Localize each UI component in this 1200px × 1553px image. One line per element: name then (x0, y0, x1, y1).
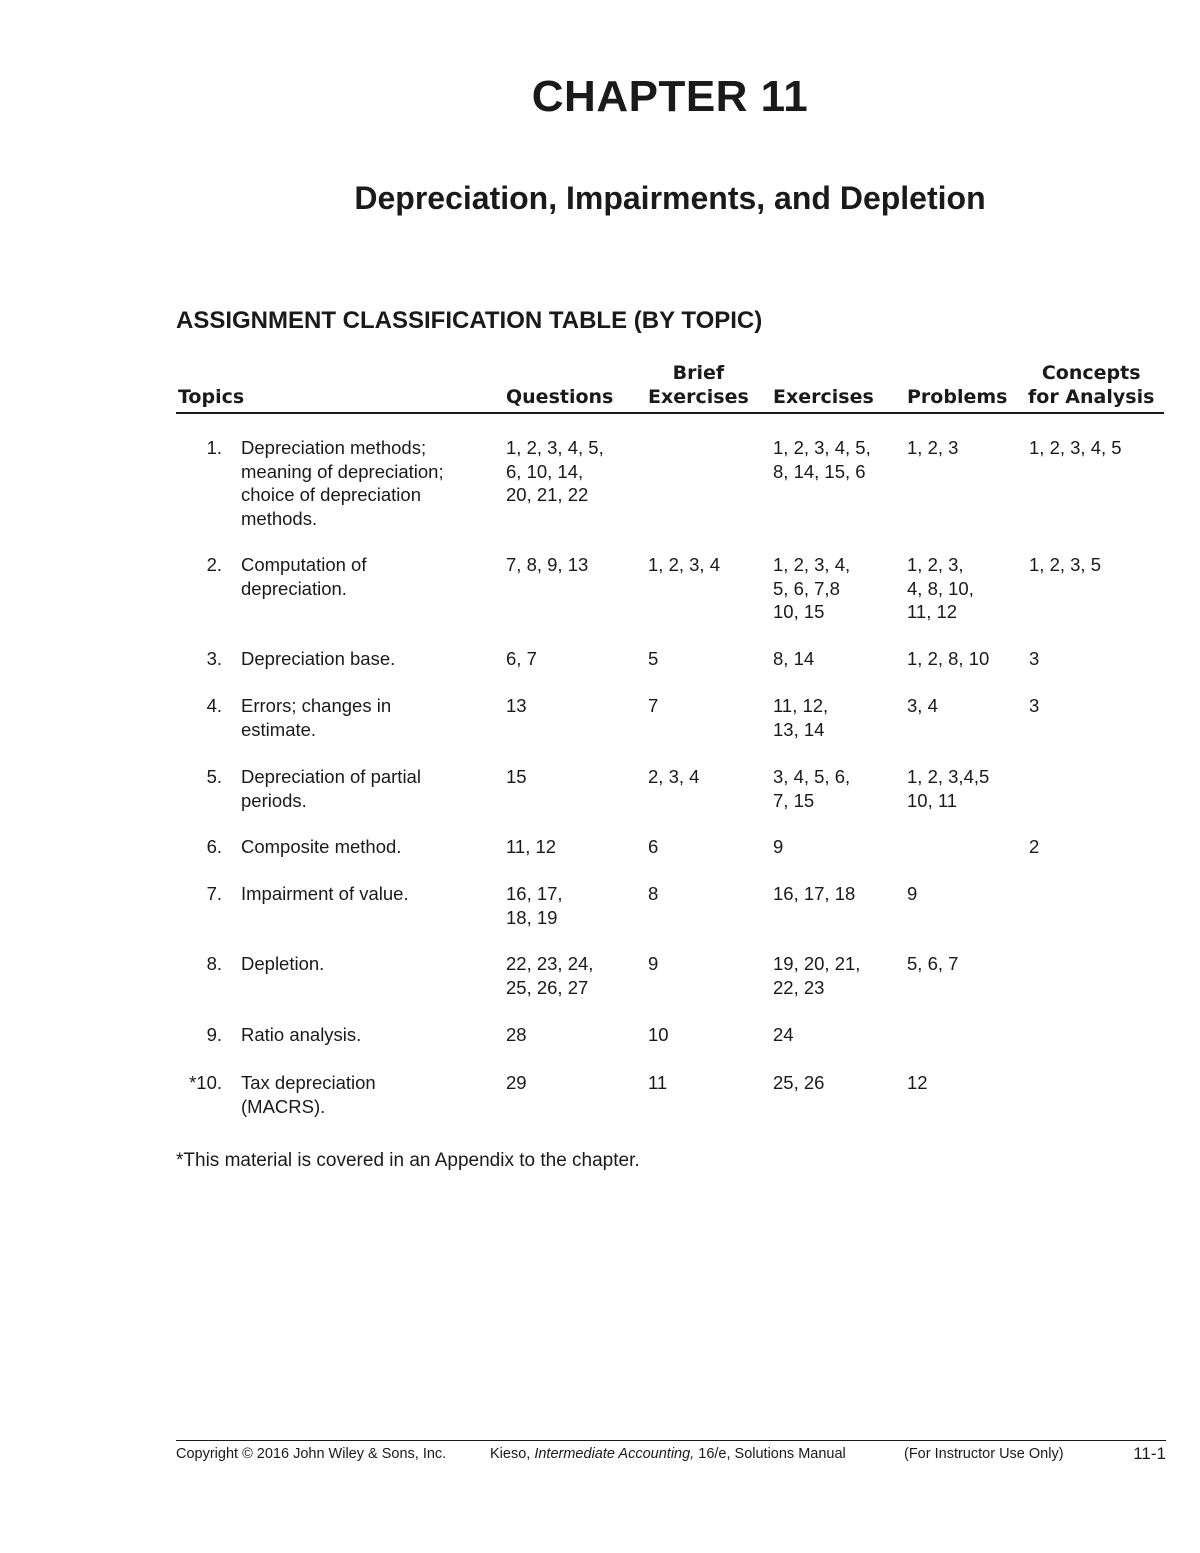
topic-cell: Errors; changes in estimate. (241, 695, 392, 740)
header-problems: Problems (907, 386, 1008, 408)
brief-exercises-cell: 1, 2, 3, 4 (648, 554, 720, 575)
brief-exercises-cell: 11 (648, 1072, 668, 1093)
exercises-cell: 1, 2, 3, 4, 5, 6, 7,8 10, 15 (773, 554, 851, 622)
footer-divider (176, 1440, 1166, 1441)
questions-cell: 15 (506, 766, 527, 787)
table-header (176, 360, 1164, 414)
problems-cell: 5, 6, 7 (907, 953, 959, 974)
questions-cell: 11, 12 (506, 836, 557, 857)
exercises-cell: 1, 2, 3, 4, 5, 8, 14, 15, 6 (773, 437, 871, 482)
header-questions: Questions (506, 386, 614, 408)
problems-cell: 1, 2, 8, 10 (907, 648, 990, 669)
row-number: 8. (206, 953, 222, 974)
row-number: 3. (206, 648, 222, 669)
questions-cell: 22, 23, 24, 25, 26, 27 (506, 953, 594, 998)
exercises-cell: 19, 20, 21, 22, 23 (773, 953, 861, 998)
topic-cell: Depreciation methods; meaning of depreciation; choice of depreciation methods. (241, 437, 444, 529)
topic-cell: Depletion. (241, 953, 325, 974)
header-topics: Topics (178, 386, 245, 408)
brief-exercises-cell: 5 (648, 648, 659, 669)
row-number: 2. (206, 554, 222, 575)
concepts-cell: 1, 2, 3, 4, 5 (1029, 437, 1122, 458)
header-concepts-for-analysis: Concepts for Analysis (1028, 362, 1155, 408)
questions-cell: 7, 8, 9, 13 (506, 554, 589, 575)
questions-cell: 13 (506, 695, 527, 716)
questions-cell: 29 (506, 1072, 527, 1093)
chapter-subtitle: Depreciation, Impairments, and Depletion (354, 180, 986, 216)
exercises-cell: 3, 4, 5, 6, 7, 15 (773, 766, 851, 811)
topic-cell: Ratio analysis. (241, 1024, 362, 1045)
footer-author: Kieso, (490, 1446, 531, 1462)
header-exercises: Exercises (773, 386, 874, 408)
footnote: *This material is covered in an Appendix to the chapter. (176, 1150, 640, 1171)
brief-exercises-cell: 8 (648, 883, 659, 904)
problems-cell: 12 (907, 1072, 928, 1093)
row-number: *10. (189, 1072, 222, 1093)
footer-copyright: Copyright © 2016 John Wiley & Sons, Inc. (176, 1446, 447, 1462)
brief-exercises-cell: 7 (648, 695, 659, 716)
topic-cell: Impairment of value. (241, 883, 409, 904)
concepts-cell: 1, 2, 3, 5 (1029, 554, 1101, 575)
assignment-classification-table (176, 360, 1164, 1117)
problems-cell: 1, 2, 3 (907, 437, 959, 458)
exercises-cell: 8, 14 (773, 648, 815, 669)
row-number: 5. (206, 766, 222, 787)
problems-cell: 1, 2, 3, 4, 8, 10, 11, 12 (907, 554, 974, 622)
row-number: 7. (206, 883, 222, 904)
questions-cell: 6, 7 (506, 648, 537, 669)
row-number: 6. (206, 836, 222, 857)
chapter-title: CHAPTER 11 (531, 72, 809, 121)
row-number: 9. (206, 1024, 222, 1045)
row-number: 1. (206, 437, 222, 458)
problems-cell: 9 (907, 883, 918, 904)
topic-cell: Tax depreciation (MACRS). (241, 1072, 376, 1117)
footer-use-note: (For Instructor Use Only) (904, 1446, 1064, 1462)
concepts-cell: 3 (1029, 648, 1040, 669)
concepts-cell: 2 (1029, 836, 1040, 857)
concepts-cell: 3 (1029, 695, 1040, 716)
brief-exercises-cell: 6 (648, 836, 659, 857)
questions-cell: 1, 2, 3, 4, 5, 6, 10, 14, 20, 21, 22 (506, 437, 604, 505)
exercises-cell: 24 (773, 1024, 794, 1045)
footer-edition: 16/e, (698, 1446, 731, 1462)
brief-exercises-cell: 2, 3, 4 (648, 766, 700, 787)
topic-cell: Computation of depreciation. (241, 554, 367, 599)
footer-book (490, 1444, 846, 1464)
header-brief-exercises: Brief Exercises (648, 362, 749, 408)
page-number: 11-1 (1133, 1444, 1166, 1463)
topic-cell: Depreciation base. (241, 648, 396, 669)
section-title: ASSIGNMENT CLASSIFICATION TABLE (BY TOPIC) (176, 307, 763, 334)
topic-cell: Depreciation of partial periods. (241, 766, 421, 811)
questions-cell: 28 (506, 1024, 527, 1045)
row-number: 4. (206, 695, 222, 716)
brief-exercises-cell: 10 (648, 1024, 669, 1045)
topic-cell: Composite method. (241, 836, 402, 857)
exercises-cell: 16, 17, 18 (773, 883, 856, 904)
footer-manual: Solutions Manual (734, 1446, 846, 1462)
brief-exercises-cell: 9 (648, 953, 659, 974)
problems-cell: 3, 4 (907, 695, 938, 716)
exercises-cell: 11, 12, 13, 14 (773, 695, 829, 740)
exercises-cell: 25, 26 (773, 1072, 825, 1093)
footer-book-title: Intermediate Accounting, (534, 1446, 695, 1462)
exercises-cell: 9 (773, 836, 784, 857)
questions-cell: 16, 17, 18, 19 (506, 883, 563, 928)
problems-cell: 1, 2, 3,4,5 10, 11 (907, 766, 990, 811)
